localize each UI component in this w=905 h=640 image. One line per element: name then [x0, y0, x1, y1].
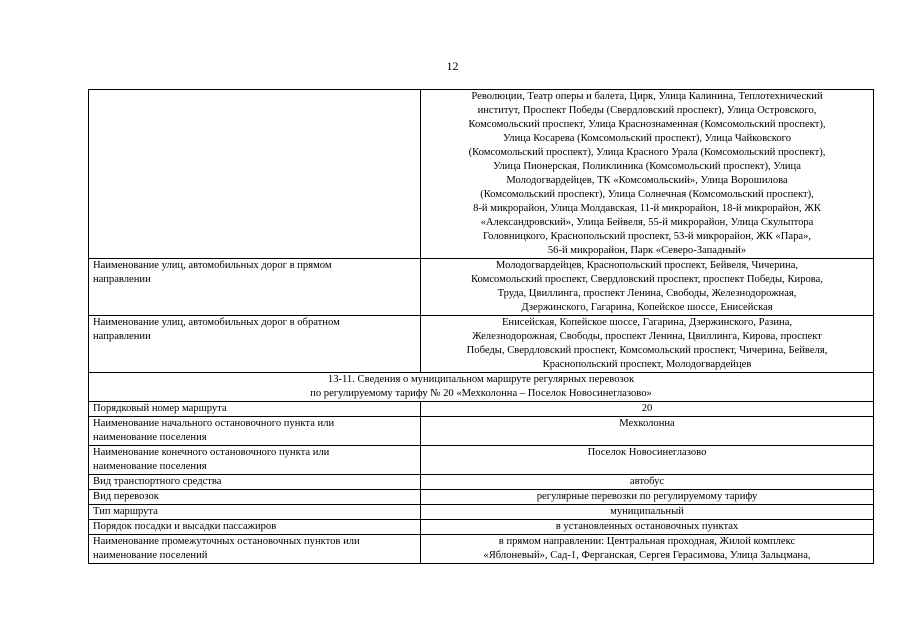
boarding-order-value — [421, 520, 874, 535]
text-line: Порядок посадки и высадки пассажиров — [93, 521, 277, 532]
start-stop-value — [421, 417, 874, 446]
text-line: Молодогвардейцев, Краснопольский проспект, Бейвеля, Чичерина, — [495, 260, 799, 271]
text-line: наименование поселения — [93, 432, 207, 443]
text-line: «Яблоневый», Сад-1, Ферганская, Сергея Герасимова, Улица Зальцмана, — [483, 550, 811, 561]
text-line: Революции, Театр оперы и балета, Цирк, Улица Калинина, Теплотехнический — [471, 91, 823, 102]
text-line: Дзержинского, Гагарина, Копейское шоссе, Енисейская — [521, 302, 773, 313]
reverse-streets-value — [421, 316, 874, 373]
text-line: Улица Пионерская, Поликлиника (Комсомольский проспект), Улица — [493, 161, 801, 172]
page-number: 12 — [446, 59, 459, 73]
text-line: автобус — [629, 476, 665, 487]
text-line: Наименование улиц, автомобильных дорог в обратном — [93, 317, 340, 328]
text-line: 56-й микрорайон, Парк «Северо-Западный» — [547, 245, 747, 256]
text-line: 20 — [641, 403, 653, 414]
table-row — [89, 520, 874, 535]
table-row — [89, 373, 874, 402]
route-type-value — [421, 505, 874, 520]
forward-streets-value — [421, 259, 874, 316]
text-line: Вид транспортного средства — [93, 476, 222, 487]
text-line: Краснопольский проспект, Молодогвардейцев — [542, 359, 752, 370]
text-line: Поселок Новосинеглазово — [587, 447, 707, 458]
transport-kind-label — [89, 490, 421, 505]
route-number-label — [89, 402, 421, 417]
section-title — [89, 373, 874, 402]
route-type-label — [89, 505, 421, 520]
intermediate-stops-value — [421, 535, 874, 564]
text-line: «Александровский», Улица Бейвеля, 55-й микрорайон, Улица Скульптора — [480, 217, 814, 228]
intermediate-stops-label — [89, 535, 421, 564]
text-line: Тип маршрута — [93, 506, 158, 517]
text-line: в прямом направлении: Центральная проходная, Жилой комплекс — [498, 536, 796, 547]
vehicle-type-value — [421, 475, 874, 490]
table-row — [89, 316, 874, 373]
text-line: Комсомольский проспект, Свердловский проспект, проспект Победы, Кирова, — [470, 274, 824, 285]
table-row — [89, 535, 874, 564]
vehicle-type-label — [89, 475, 421, 490]
text-line: Труда, Цвиллинга, проспект Ленина, Свободы, Железнодорожная, — [497, 288, 797, 299]
text-line: 13-11. Сведения о муниципальном маршруте регулярных перевозок — [327, 374, 635, 385]
text-line: Наименование конечного остановочного пункта или — [93, 447, 330, 458]
text-line: Наименование начального остановочного пункта или — [93, 418, 335, 429]
text-line: Комсомольский проспект, Улица Краснознаменная (Комсомольский проспект), — [468, 119, 826, 130]
route-number-value — [421, 402, 874, 417]
text-line: Порядковый номер маршрута — [93, 403, 227, 414]
table-row — [89, 259, 874, 316]
text-line: Наименование промежуточных остановочных пунктов или — [93, 536, 360, 547]
text-line: Улица Косарева (Комсомольский проспект), Улица Чайковского — [502, 133, 792, 144]
text-line: направлении — [93, 331, 151, 342]
table-row — [89, 475, 874, 490]
text-line: наименование поселений — [93, 550, 208, 561]
end-stop-label — [89, 446, 421, 475]
text-line: (Комсомольский проспект), Улица Красного Урала (Комсомольский проспект), — [468, 147, 826, 158]
text-line: 8-й микрорайон, Улица Молдавская, 11-й микрорайон, 18-й микрорайон, ЖК — [473, 203, 821, 214]
continuation-stops-cell — [421, 90, 874, 259]
text-line: (Комсомольский проспект), Улица Солнечная (Комсомольский проспект), — [480, 189, 814, 200]
text-line: муниципальный — [610, 506, 684, 517]
table-row — [89, 402, 874, 417]
start-stop-label — [89, 417, 421, 446]
text-line: Наименование улиц, автомобильных дорог в прямом — [93, 260, 332, 271]
text-line: наименование поселения — [93, 461, 207, 472]
forward-streets-label — [89, 259, 421, 316]
text-line: в установленных остановочных пунктах — [555, 521, 739, 532]
continuation-label-cell — [89, 90, 421, 259]
table-row — [89, 90, 874, 259]
transport-kind-value — [421, 490, 874, 505]
text-line: институт, Проспект Победы (Свердловский проспект), Улица Островского, — [477, 105, 817, 116]
text-line: Мехколонна — [619, 418, 675, 429]
end-stop-value — [421, 446, 874, 475]
text-line: направлении — [93, 274, 151, 285]
text-line: Головницкого, Краснопольский проспект, 53-й микрорайон, ЖК «Пара», — [482, 231, 812, 242]
text-line: Железнодорожная, Свободы, проспект Ленина, Цвиллинга, Кирова, проспект — [472, 331, 822, 342]
text-line: Вид перевозок — [93, 491, 159, 502]
boarding-order-label — [89, 520, 421, 535]
text-line: Енисейская, Копейское шоссе, Гагарина, Дзержинского, Разина, — [501, 317, 793, 328]
text-line: регулярные перевозки по регулируемому тарифу — [536, 491, 758, 502]
text-line: по регулируемому тарифу № 20 «Мехколонна – Поселок Новосинеглазово» — [310, 388, 652, 399]
table-row — [89, 446, 874, 475]
table-row — [89, 505, 874, 520]
route-table — [88, 89, 874, 564]
text-line: Молодогвардейцев, ТК «Комсомольский», Улица Ворошилова — [506, 175, 788, 186]
table-row — [89, 490, 874, 505]
text-line: Победы, Свердловский проспект, Комсомольский проспект, Чичерина, Бейвеля, — [466, 345, 828, 356]
table-row — [89, 417, 874, 446]
reverse-streets-label — [89, 316, 421, 373]
